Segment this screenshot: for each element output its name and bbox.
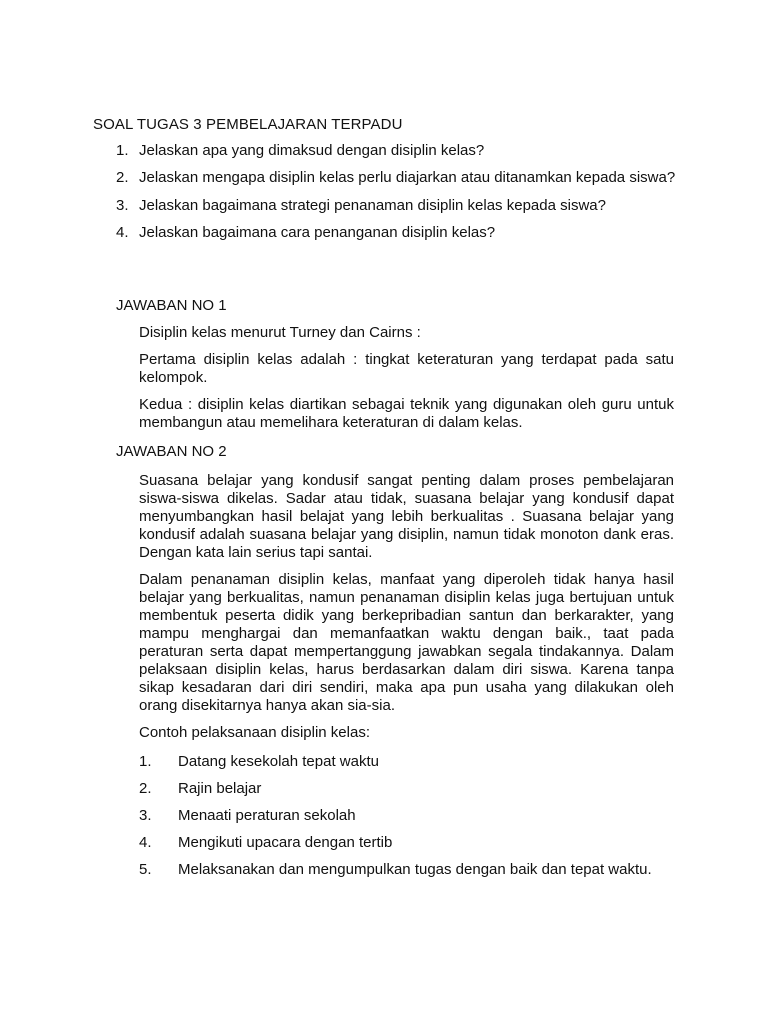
example-number: 2. — [139, 780, 152, 797]
answer-1-paragraph: Pertama disiplin kelas adalah : tingkat keteraturan yang terdapat pada satu kelompok. — [139, 351, 674, 386]
example-item — [139, 780, 674, 807]
question-list — [116, 142, 676, 251]
question-item — [116, 142, 676, 160]
question-item — [116, 197, 676, 215]
example-number: 5. — [139, 861, 152, 878]
document-title: SOAL TUGAS 3 PEMBELAJARAN TERPADU — [93, 116, 403, 133]
example-item — [139, 861, 674, 888]
question-number: 1. — [116, 142, 129, 159]
answer-2-body — [139, 472, 674, 751]
answer-2-paragraph: Contoh pelaksanaan disiplin kelas: — [139, 724, 370, 741]
example-item — [139, 834, 674, 861]
question-text: Jelaskan apa yang dimaksud dengan disiplin kelas? — [139, 142, 485, 159]
answer-1-body — [139, 324, 674, 441]
question-number: 4. — [116, 224, 129, 241]
example-text: Mengikuti upacara dengan tertib — [178, 834, 393, 851]
answer-1-heading: JAWABAN NO 1 — [116, 297, 227, 314]
question-number: 3. — [116, 197, 129, 214]
example-number: 4. — [139, 834, 152, 851]
example-text: Menaati peraturan sekolah — [178, 807, 356, 824]
example-item — [139, 753, 674, 780]
example-text: Rajin belajar — [178, 780, 262, 797]
question-text: Jelaskan bagaimana strategi penanaman disiplin kelas kepada siswa? — [139, 197, 606, 214]
answer-1-paragraph: Disiplin kelas menurut Turney dan Cairns : — [139, 324, 421, 341]
example-text: Melaksanakan dan mengumpulkan tugas dengan baik dan tepat waktu. — [178, 861, 652, 878]
example-number: 3. — [139, 807, 152, 824]
question-number: 2. — [116, 169, 129, 186]
question-text: Jelaskan mengapa disiplin kelas perlu diajarkan atau ditanamkan kepada siswa? — [139, 169, 676, 186]
example-text: Datang kesekolah tepat waktu — [178, 753, 379, 770]
question-text: Jelaskan bagaimana cara penanganan disiplin kelas? — [139, 224, 496, 241]
answer-2-paragraph: Dalam penanaman disiplin kelas, manfaat yang diperoleh tidak hanya hasil belajar yang berkualitas, namun penanaman disiplin kelas juga bertujuan untuk membentuk peserta didik yang berkepribadian santun dan berkarakter, yang mampu menghargai dan memanfaatkan waktu dengan baik., taat pada peraturan serta dapat mempertanggung jawabkan segala tindakannya. Dalam pelaksaan disiplin kelas, harus berdasarkan dalam diri siswa. Karena tanpa sikap kesadaran dari diri sendiri, maka apa pun usaha yang dilakukan oleh orang disekitarnya hanya akan sia-sia. — [139, 571, 674, 714]
question-item — [116, 224, 676, 242]
answer-1-paragraph: Kedua : disiplin kelas diartikan sebagai teknik yang digunakan oleh guru untuk membangun atau memelihara keteraturan di dalam kelas. — [139, 396, 674, 431]
example-item — [139, 807, 674, 834]
example-number: 1. — [139, 753, 152, 770]
answer-2-heading: JAWABAN NO 2 — [116, 443, 227, 460]
question-item — [116, 169, 676, 187]
answer-2-paragraph: Suasana belajar yang kondusif sangat penting dalam proses pembelajaran siswa-siswa dikelas. Sadar atau tidak, suasana belajar yang kondusif dapat menyumbangkan hasil belajat yang lebih berkualitas . Suasana belajar yang kondusif adalah suasana belajar yang disiplin, namun tidak monoton dank eras. Dengan kata lain serius tapi santai. — [139, 472, 674, 561]
example-list — [139, 753, 674, 888]
